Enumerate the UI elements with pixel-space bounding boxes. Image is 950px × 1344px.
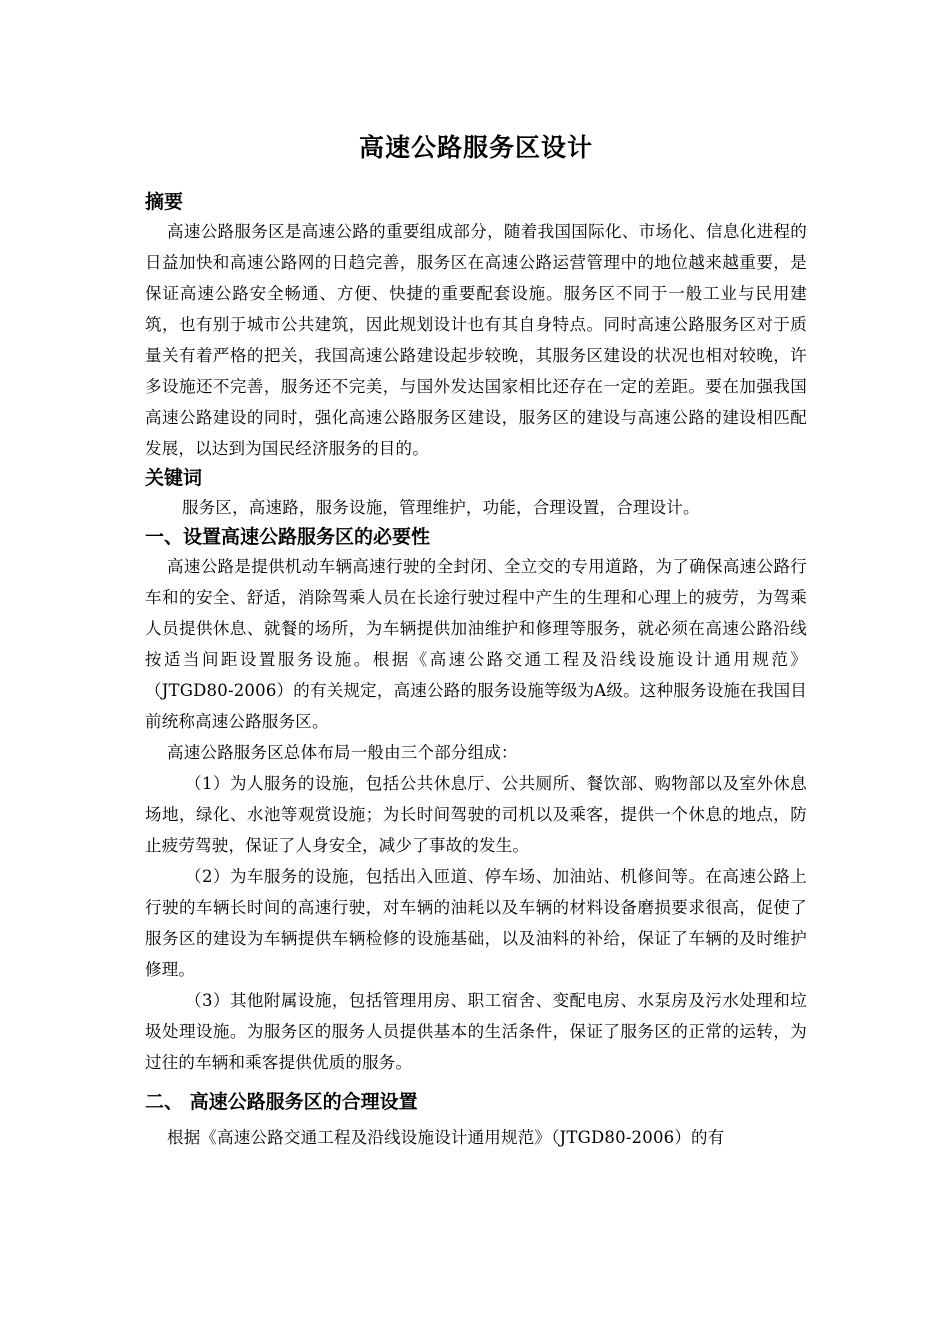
document-title: 高速公路服务区设计 [358,133,593,162]
keywords-paragraph: 服务区，高速路，服务设施，管理维护，功能，合理设置，合理设计。 [182,498,700,517]
section-1-paragraph-2: 高速公路服务区总体布局一般由三个部分组成： [167,743,518,762]
section-1-list-item-1: （1）为人服务的设施，包括公共休息厅、公共厕所、餐饮部、购物部以及室外休息场地，绿化、水池等观赏设施；为长时间驾驶的司机以及乘客，提供一个休息的地点，防止疲劳驾驶，保证了人身安全，减少了事故的发生。 [145,774,807,855]
section-2-heading: 二、 高速公路服务区的合理设置 [145,1091,418,1113]
section-1-heading: 一、设置高速公路服务区的必要性 [145,526,431,548]
section-1-list-item-2: （2）为车服务的设施，包括出入匝道、停车场、加油站、机修间等。在高速公路上行驶的车辆长时间的高速行驶，对车辆的油耗以及车辆的材料设备磨损要求很高，促使了服务区的建设为车辆提供车辆检修的设施基础，以及油料的补给，保证了车辆的及时维护修理。 [145,867,807,979]
section-2-paragraph-1: 根据《高速公路交通工程及沿线设施设计通用规范》（JTGD80-2006）的有 [167,1128,725,1147]
abstract-heading: 摘要 [145,191,184,213]
abstract-paragraph: 高速公路服务区是高速公路的重要组成部分，随着我国国际化、市场化、信息化进程的日益加快和高速公路网的日趋完善，服务区在高速公路运营管理中的地位越来越重要，是保证高速公路安全畅通、方便、快捷的重要配套设施。服务区不同于一般工业与民用建筑，也有别于城市公共建筑，因此规划设计也有其自身特点。同时高速公路服务区对于质量关有着严格的把关，我国高速公路建设起步较晚，其服务区建设的状况也相对较晚，许多设施还不完善，服务还不完美，与国外发达国家相比还存在一定的差距。要在加强我国高速公路建设的同时，强化高速公路服务区建设，服务区的建设与高速公路的建设相匹配发展，以达到为国民经济服务的目的。 [145,222,807,458]
document-page [145,128,807,1153]
section-1-paragraph-1: 高速公路是提供机动车辆高速行驶的全封闭、全立交的专用道路，为了确保高速公路行车和的安全、舒适，消除驾乘人员在长途行驶过程中产生的生理和心理上的疲劳，为驾乘人员提供休息、就餐的场所，为车辆提供加油维护和修理等服务，就必须在高速公路沿线按适当间距设置服务设施。根据《高速公路交通工程及沿线设施设计通用规范》（JTGD80-2006）的有关规定，高速公路的服务设施等级为A级。这种服务设施在我国目前统称高速公路服务区。 [145,557,807,731]
keywords-heading: 关键词 [145,467,203,489]
section-1-list-item-3: （3）其他附属设施，包括管理用房、职工宿舍、变配电房、水泵房及污水处理和垃圾处理设施。为服务区的服务人员提供基本的生活条件，保证了服务区的正常的运转，为过往的车辆和乘客提供优质的服务。 [145,991,807,1072]
